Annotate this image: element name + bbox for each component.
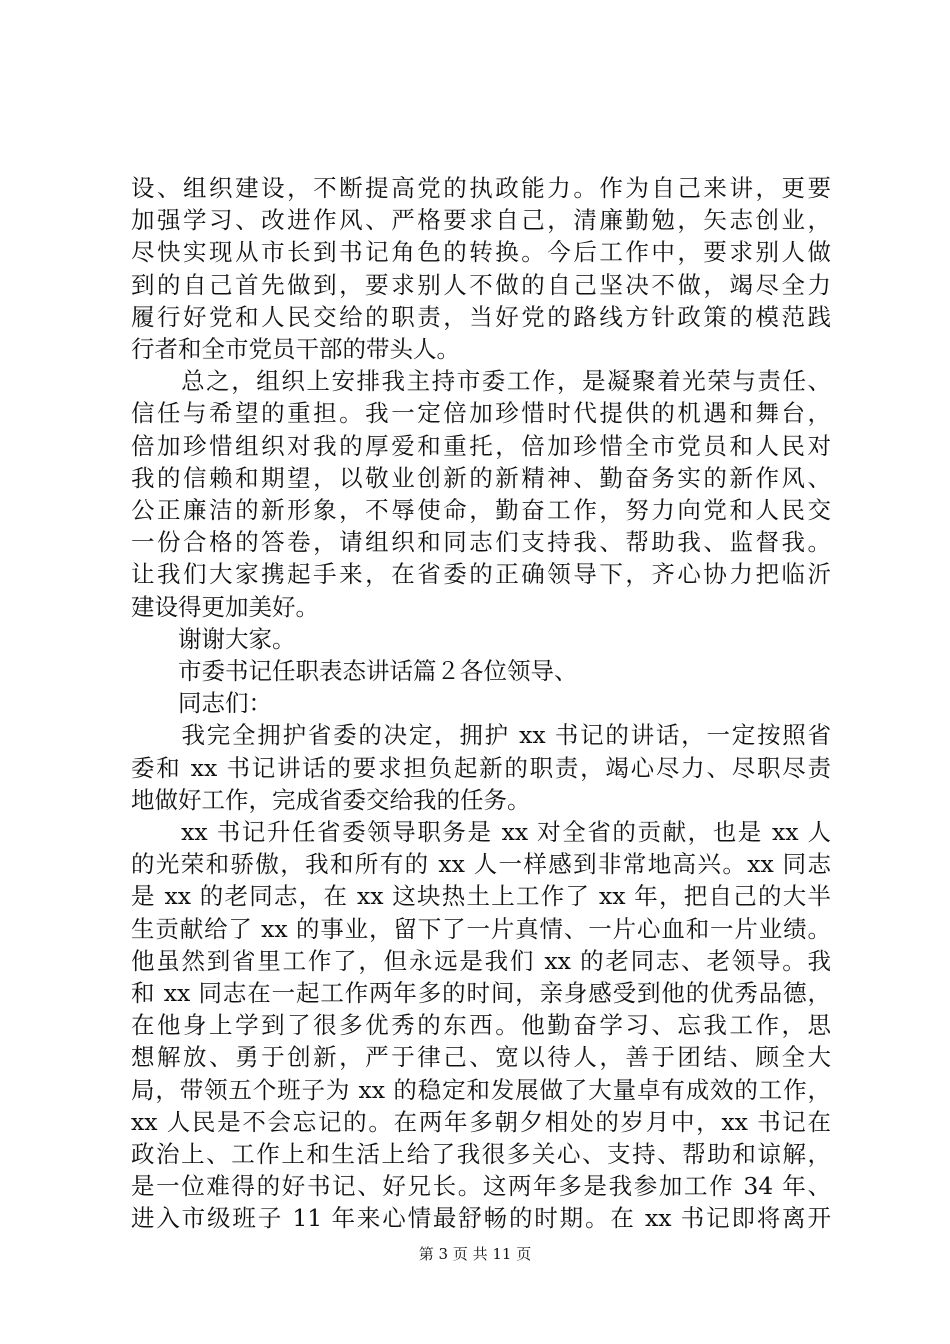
page-footer: 第 3 页 共 11 页	[418, 1245, 532, 1263]
text-line: 尽快实现从市长到书记角色的转换。今后工作中，要求别人做	[131, 238, 831, 267]
text-line: 同志们：	[131, 689, 272, 718]
text-line: 他虽然到省里工作了，但永远是我们 xx 的老同志、老领导。我	[131, 946, 831, 975]
text-line: 行者和全市党员干部的带头人。	[131, 335, 460, 363]
text-line: 进入市级班子 11 年来心情最舒畅的时期。在 xx 书记即将离开	[131, 1204, 831, 1233]
text-line: 一份合格的答卷，请组织和同志们支持我、帮助我、监督我。	[131, 528, 831, 557]
text-line: 是一位难得的好书记、好兄长。这两年多是我参加工作 34 年、	[131, 1172, 831, 1201]
text-line: 总之，组织上安排我主持市委工作，是凝聚着光荣与责任、	[131, 367, 831, 396]
text-line: 倍加珍惜组织对我的厚爱和重托，倍加珍惜全市党员和人民对	[131, 431, 831, 460]
text-line: 建设得更加美好。	[131, 592, 319, 621]
text-line: 到的自己首先做到，要求别人不做的自己坚决不做，竭尽全力	[131, 270, 831, 299]
text-line: 在他身上学到了很多优秀的东西。他勤奋学习、忘我工作，思	[131, 1011, 831, 1040]
text-line: xx 书记升任省委领导职务是 xx 对全省的贡献，也是 xx 人	[131, 818, 831, 846]
text-line: 想解放、勇于创新，严于律己、宽以待人，善于团结、顾全大	[131, 1043, 831, 1072]
text-line: 谢谢大家。	[131, 624, 296, 653]
text-line: 政治上、工作上和生活上给了我很多关心、支持、帮助和谅解，	[131, 1140, 831, 1168]
text-line: 我的信赖和期望，以敬业创新的新精神、勤奋务实的新作风、	[131, 463, 831, 492]
text-line: 信任与希望的重担。我一定倍加珍惜时代提供的机遇和舞台，	[131, 399, 831, 428]
text-line: 市委书记任职表态讲话篇２各位领导、	[131, 657, 578, 685]
text-line: 是 xx 的老同志，在 xx 这块热土上工作了 xx 年，把自己的大半	[131, 882, 831, 911]
text-line: 局，带领五个班子为 xx 的稳定和发展做了大量卓有成效的工作，	[131, 1075, 831, 1104]
text-line: 我完全拥护省委的决定，拥护 xx 书记的讲话，一定按照省	[131, 721, 831, 750]
text-line: 加强学习、改进作风、严格要求自己，清廉勤勉，矢志创业，	[131, 206, 831, 235]
text-line: 生贡献给了 xx 的事业，留下了一片真情、一片心血和一片业绩。	[131, 914, 831, 943]
text-line: 地做好工作，完成省委交给我的任务。	[131, 785, 531, 814]
text-line: 的光荣和骄傲，我和所有的 xx 人一样感到非常地高兴。xx 同志	[131, 850, 831, 879]
text-line: xx 人民是不会忘记的。在两年多朝夕相处的岁月中，xx 书记在	[131, 1107, 831, 1136]
text-line: 和 xx 同志在一起工作两年多的时间，亲身感受到他的优秀品德，	[131, 979, 831, 1007]
text-line: 让我们大家携起手来，在省委的正确领导下，齐心协力把临沂	[131, 560, 831, 589]
text-line: 公正廉洁的新形象，不辱使命，勤奋工作，努力向党和人民交	[131, 496, 831, 524]
text-line: 履行好党和人民交给的职责，当好党的路线方针政策的模范践	[131, 302, 831, 331]
text-line: 设、组织建设，不断提高党的执政能力。作为自己来讲，更要	[131, 174, 831, 202]
text-line: 委和 xx 书记讲话的要求担负起新的职责，竭心尽力、尽职尽责	[131, 753, 831, 782]
